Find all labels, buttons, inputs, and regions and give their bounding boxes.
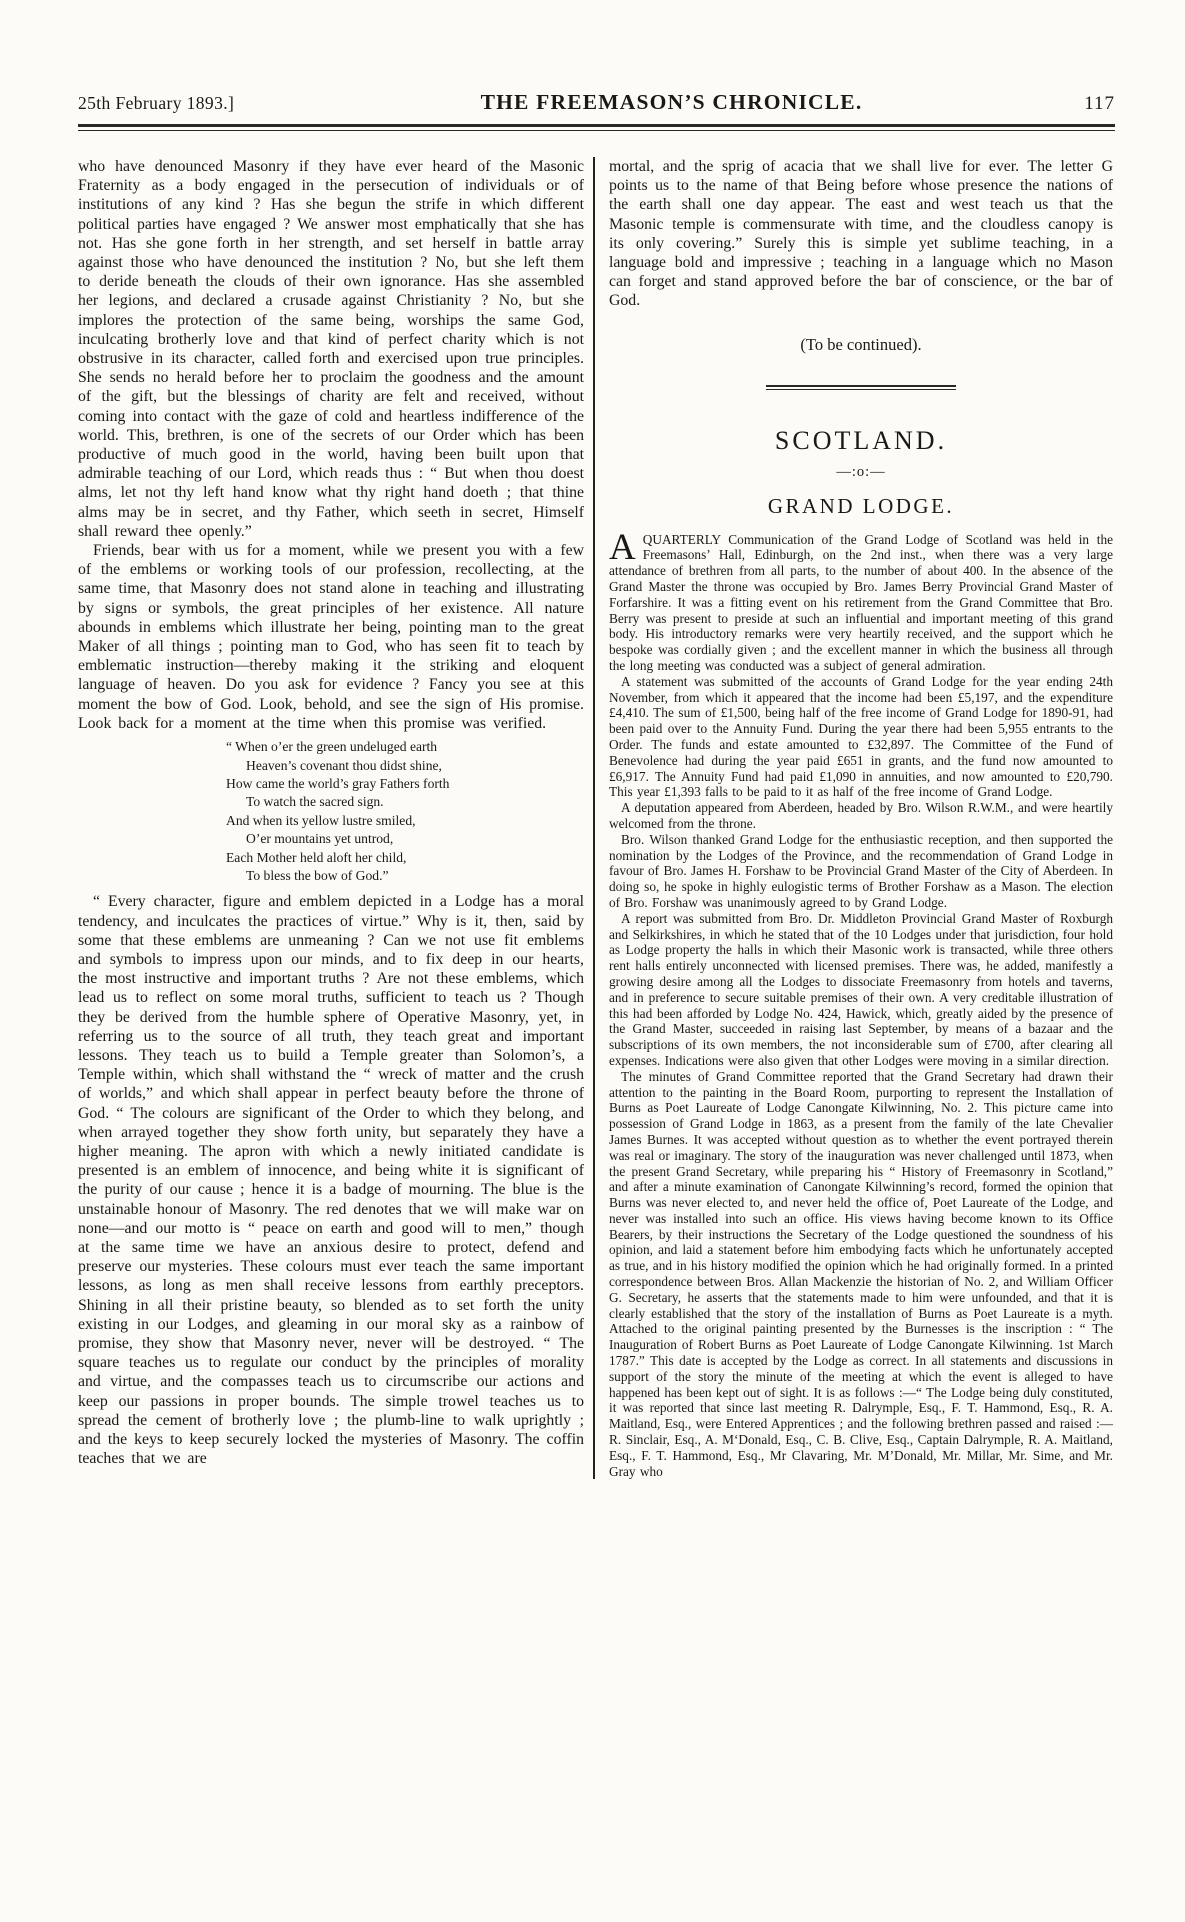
page-title: THE FREEMASON’S CHRONICLE. (480, 90, 863, 114)
section-title-scotland: SCOTLAND. (774, 425, 948, 455)
poem-line: And when its yellow lustre smiled, (226, 812, 416, 828)
paragraph (609, 526, 1113, 674)
poem-line: O’er mountains yet untrod, (246, 831, 394, 847)
paragraph: A report was submitted from Bro. Dr. Middleton Provincial Grand Master of Roxburgh and Selkirkshires, in which he stated that of the 10 Lodges under that jurisdiction, four hold as Lodge property the halls in which their Masonic work is transacted, while three others rent halls entirely unconnected with licensed premises. There was, he added, manifestly a growing desire among all the Lodges to dissociate Freemasonry from hotels and taverns, and in preference to secure suitable premises of their own. A very creditable illustration of this had been afforded by Lodge No. 424, Hawick, which, greatly aided by the presence of the Grand Master, succeeded in raising last September, by means of a bazaar and the subscriptions of its own members, the not inconsiderable sum of £700, after clearing all expenses. Indications were also given that other Lodges were moving in a similar direction. (609, 910, 1113, 1068)
paragraph: Friends, bear with us for a moment, while we present you with a few of the emblems or working tools of our profession, recollecting, at the same time, that Masonry does not stand alone in teaching and illustrating by signs or symbols, the great principles of her existence. All nature abounds in emblems which illustrate her being, pointing man to the great Maker of all things ; pointing man to God, who has seen fit to teach by emblematic instruction—thereby making it the striking and eloquent language of heaven. Do you ask for evidence ? Fancy you see at this moment the bow of God. Look, behold, and see the sign of His promise. Look back for a moment at the time when this promise was verified. (78, 542, 584, 732)
poem-line: To watch the sacred sign. (246, 794, 384, 810)
paragraph: A statement was submitted of the accounts of Grand Lodge for the year ending 24th November, from which it appeared that the income had been £5,197, and the expenditure £4,410. The sum of £1,500, being half of the free income of Grand Lodge for 1890-91, had been paid over to the Annuity Fund. During the year there had been 5,955 entrants to the Order. The funds and estate amounted to £32,897. The Committee of the Fund of Benevolence had during the year paid £651 in grants, and the fund now amounted to £6,917. The Annuity Fund had paid £1,090 in annuities, and now amounted to £20,790. This year £1,393 falls to be paid to it as half of the free income of Grand Lodge. (609, 673, 1113, 800)
paragraph: A deputation appeared from Aberdeen, headed by Bro. Wilson R.W.M., and were heartily welcomed from the throne. (609, 800, 1113, 831)
article-title-grand-lodge: GRAND LODGE. (767, 493, 955, 518)
header-date: 25th February 1893.] (78, 93, 235, 113)
poem (226, 738, 584, 885)
paragraph: mortal, and the sprig of acacia that we shall live for ever. The letter G points us to the name of that Being before whose presence the nations of the earth shall one day appear. The east and west teach us that the Masonic temple is commensurate with time, and the cloudless canopy is its only covering.” Surely this is simple yet sublime teaching, in a language bold and impressive ; teaching in a language which no Mason can forget and stand approved before the bar of conscience, or the bar of God. (609, 158, 1113, 310)
poem-line: Each Mother held aloft her child, (226, 849, 407, 865)
paragraph: The minutes of Grand Committee reported that the Grand Secretary had drawn their attention to the painting in the Board Room, purporting to represent the Installation of Burns as Poet Laureate of Lodge Canongate Kilwinning, No. 2. This picture came into possession of Grand Lodge in 1863, as a present from the family of the late Chevalier James Burnes. It was accepted without question as to whether the event portrayed therein was real or imaginary. The story of the inauguration was never challenged until 1873, when the present Grand Secretary, while preparing his “ History of Freemasonry in Scotland,” and after a minute examination of Canongate Kilwinning’s record, formed the opinion that Burns was never elected to, and never held the office of, Poet Laureate of the Lodge, and never was installed into such an office. His views having become known to its Office Bearers, by their instructions the Secretary of the Lodge questioned the soundness of his opinion, and laid a statement before him embodying facts which he unfortunately accepted as true, and in his history modified the opinion which he had originally formed. In a printed correspondence between Bros. Allan Mackenzie the historian of No. 2, and William Officer G. Secretary, he asserts that the statements made to him were unfounded, and that it is clearly established that the story of the installation of Burns as Poet Laureate is a myth. Attached to the original painting presented by the Burnesses is the inscription : “ The Inauguration of Robert Burns as Poet Laureate of Lodge Canongate Kilwinning. 1st March 1787.” This date is accepted by the Lodge as correct. In all statements and discussions in support of the story the minute of the meeting at which the event is alleged to have happened has been kept out of sight. It is as follows :—“ The Lodge being duly constituted, it was reported that since last meeting R. Dalrymple, Esq., F. T. Hammond, Esq., R. A. Maitland, Esq., were Entered Apprentices ; and the following brethren passed and raised :— R. Sinclair, Esq., A. M‘Donald, Esq., C. B. Clive, Esq., Captain Dalrymple, R. A. Maitland, Esq., F. T. Hammond, Esq., Mr Clavaring, Mr. M’Donald, Mr. Millar, Mr. Sime, and Mr. Gray who (609, 1068, 1113, 1479)
poem-line: To bless the bow of God.” (246, 867, 389, 883)
left-column (78, 157, 584, 1479)
header-divider (78, 124, 1115, 131)
paragraph: who have denounced Masonry if they have ever heard of the Masonic Fraternity as a body engaged in the persecution of individuals or of institutions of any kind ? Has she begun the strife in which different political parties have engaged ? We answer most emphatically that she has not. Has she gone forth in her strength, and set herself in battle array against those who have denounced the institution ? No, but she left them to deride beneath the clouds of their own ignorance. Has she assembled her legions, and declared a crusade against Christianity ? No, but she implores the protection of the same being, worships the same God, inculcating brotherly love and that kind of perfect charity which is not obstrusive in its character, called forth and exercised upon true principles. She sends no herald before her to proclaim the goodness and the amount of the gift, but the blessings of charity are felt and received, without coming into contact with the gaze of cold and heartless indifference of the world. This, brethren, is one of the secrets of our Order which has been productive of much good in the world, having been built upon that admirable teaching of our Lord, which reads thus : “ But when thou doest alms, let not thy left hand know what thy right hand doeth ; that thine alms may be in secret, and thy Father, which seeth in secret, Himself shall reward thee openly.” (78, 158, 584, 540)
right-column (593, 157, 1113, 1479)
ornament: —:o:— (836, 463, 886, 480)
content-columns (78, 157, 1115, 1479)
header-page-number: 117 (1084, 93, 1115, 114)
paragraph-text: QUARTERLY Communication of the Grand Lodge of Scotland was held in the Freemasons’ Hall, Edinburgh, on the 2nd inst., when there was a very large attendance of brethren from all parts, to the number of about 400. In the absence of the Grand Master the throne was occupied by Bro. James Berry Provincial Grand Master of Forfarshire. It was a fitting event on his retirement from the Grand Committee that Bro. Berry was present to preside at such an influential and important meeting of this grand body. His introductory remarks were very heartily received, and the support which he bespoke was cordially given ; and the excellent manner in which the business all through the long meeting was conducted was a subject of general admiration. (609, 531, 1113, 673)
section-divider (766, 385, 956, 390)
poem-line: “ When o’er the green undeluged earth (226, 739, 438, 755)
to-be-continued: (To be continued). (800, 334, 922, 354)
drop-cap: A (609, 526, 636, 568)
paragraph: “ Every character, figure and emblem depicted in a Lodge has a moral tendency, and inculcates the practices of virtue.” Why is it, then, said by some that these emblems are unmeaning ? Can we not use fit emblems and symbols to impress upon our minds, and to fix deep in our hearts, the most instructive and important truths ? Are not these emblems, which lead us to reflect on some moral truths, sufficient to teach us ? Though they be derived from the humble sphere of Operative Masonry, yet, in referring us to the source of all truth, they teach great and important lessons. They teach us to build a Temple greater than Solomon’s, a Temple within, which shall withstand the “ wreck of matter and the crush of worlds,” and which shall appear in perfect beauty before the throne of God. “ The colours are significant of the Order to which they belong, and when arrayed together they show forth unity, but separately they have a higher meaning. The apron with which a newly initiated candidate is presented is an emblem of innocence, and being white it is significant of the purity of our cause ; hence it is a badge of mourning. The blue is the unstainable honour of Masonry. The red denotes that we will make war on none—and our motto is “ peace on earth and good will to men,” though at the same time we have an anxious desire to protect, defend and preserve our mysteries. These colours must ever teach the same important lessons, as long as men shall receive lessons from earthly preceptors. Shining in all their pristine beauty, so blended as to set forth the unity existing in our Lodges, and gleaming in our moral sky as a rainbow of promise, they show that Masonry never, never will be destroyed. “ The square teaches us to regulate our conduct by the principles of morality and virtue, and the compasses teach us to circumscribe our actions and keep our passions in proper bounds. The simple trowel teaches us to spread the cement of brotherly love ; the plumb-line to walk uprightly ; and the keys to keep securely locked the mysteries of Masonry. The coffin teaches that we are (78, 893, 584, 1468)
paragraph: Bro. Wilson thanked Grand Lodge for the enthusiastic reception, and then supported the nomination by the Lodges of the Province, and the recommendation of Grand Lodge in favour of Bro. James H. Forshaw to be Provincial Grand Master of the City of Aberdeen. In doing so, he spoke in highly eulogistic terms of Brother Forshaw as a Mason. The election of Bro. Forshaw was unanimously agreed to by Grand Lodge. (609, 831, 1113, 910)
poem-line: How came the world’s gray Fathers forth (226, 775, 450, 791)
poem-line: Heaven’s covenant thou didst shine, (246, 757, 442, 773)
page-header (78, 90, 1115, 115)
grand-lodge-article (609, 526, 1113, 1480)
